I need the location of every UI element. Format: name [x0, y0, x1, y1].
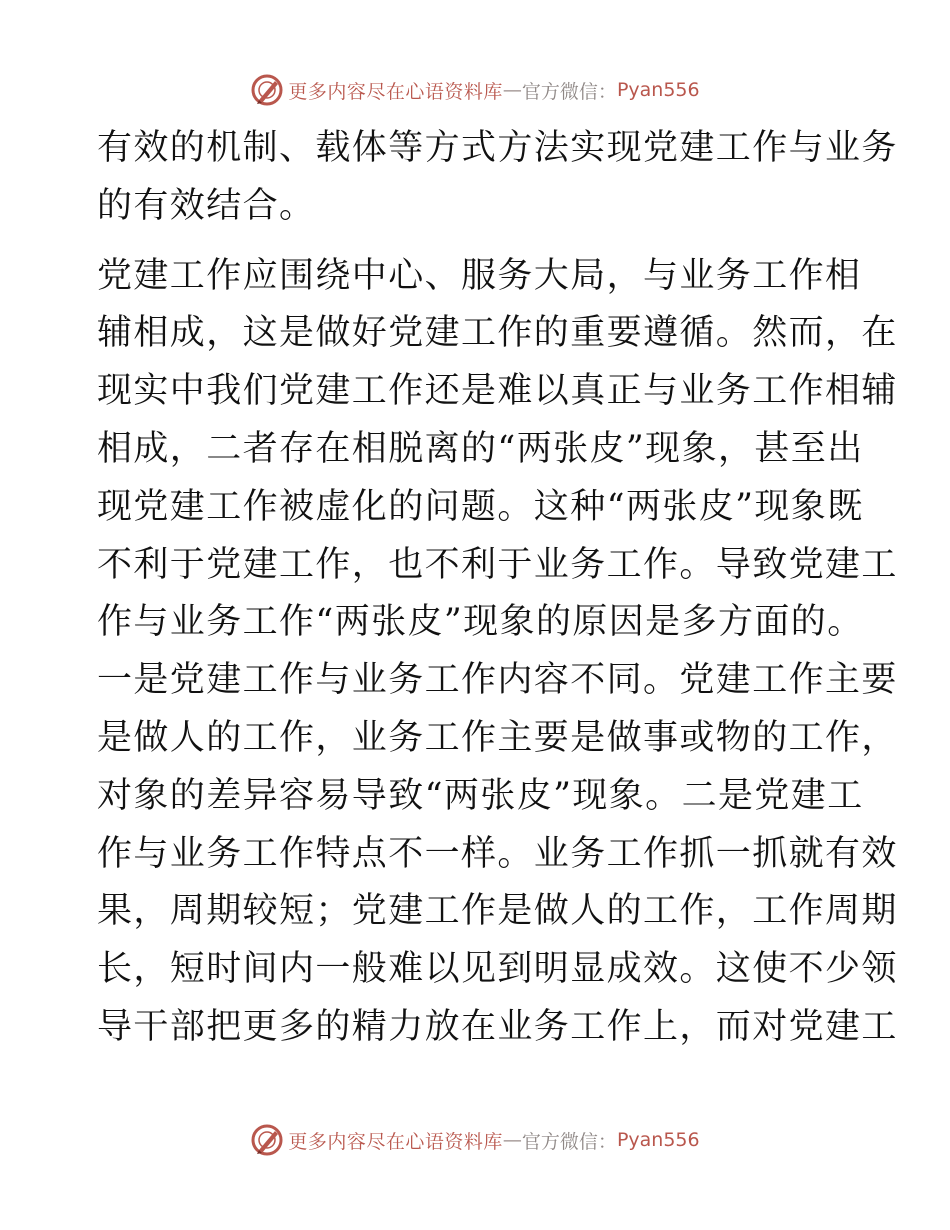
text-line: 相成，二者存在相脱离的“两张皮”现象，甚至出 [97, 428, 864, 469]
text-line: 有效的机制、载体等方式方法实现党建工作与业务 [97, 128, 898, 168]
text-line: 果，周期较短；党建工作是做人的工作，工作周期 [97, 891, 898, 932]
text-line: 的有效结合。 [97, 185, 316, 226]
text-line: 作与业务工作“两张皮”现象的原因是多方面的。 [97, 602, 864, 643]
watermark-text: 更多内容尽在心语资料库 [288, 1130, 503, 1153]
text-line: 一是党建工作与业务工作内容不同。党建工作主要 [97, 660, 898, 701]
watermark-text: 更多内容尽在心语资料库 [288, 80, 503, 103]
text-line: 现党建工作被虚化的问题。这种“两张皮”现象既 [97, 486, 864, 527]
watermark-separator: — [502, 1129, 522, 1151]
header-watermark [0, 70, 950, 110]
footer-watermark [0, 1120, 950, 1160]
text-line: 导干部把更多的精力放在业务工作上，而对党建工 [97, 1006, 898, 1047]
document-body [97, 120, 898, 1057]
text-line: 是做人的工作，业务工作主要是做事或物的工作， [97, 717, 898, 758]
watermark-official-label: 官方微信： [521, 80, 617, 103]
text-line: 作与业务工作特点不一样。业务工作抓一抓就有效 [97, 833, 898, 874]
paragraph-1 [97, 120, 898, 236]
watermark-account: Pyan556 [616, 1129, 700, 1151]
watermark-separator: — [502, 79, 522, 101]
text-line: 辅相成，这是做好党建工作的重要遵循。然而，在 [97, 313, 898, 354]
watermark-official-label: 官方微信： [521, 1130, 617, 1153]
pen-seal-logo-icon [250, 1123, 284, 1157]
text-line: 对象的差异容易导致“两张皮”现象。二是党建工 [97, 775, 864, 816]
text-line: 不利于党建工作，也不利于业务工作。导致党建工 [97, 544, 898, 585]
pen-seal-logo-icon [250, 73, 284, 107]
watermark-account: Pyan556 [616, 79, 700, 101]
text-line: 现实中我们党建工作还是难以真正与业务工作相辅 [97, 371, 898, 412]
paragraph-2 [97, 248, 898, 1057]
text-line: 长，短时间内一般难以见到明显成效。这使不少领 [97, 949, 898, 990]
text-line: 党建工作应围绕中心、服务大局，与业务工作相 [97, 255, 862, 296]
